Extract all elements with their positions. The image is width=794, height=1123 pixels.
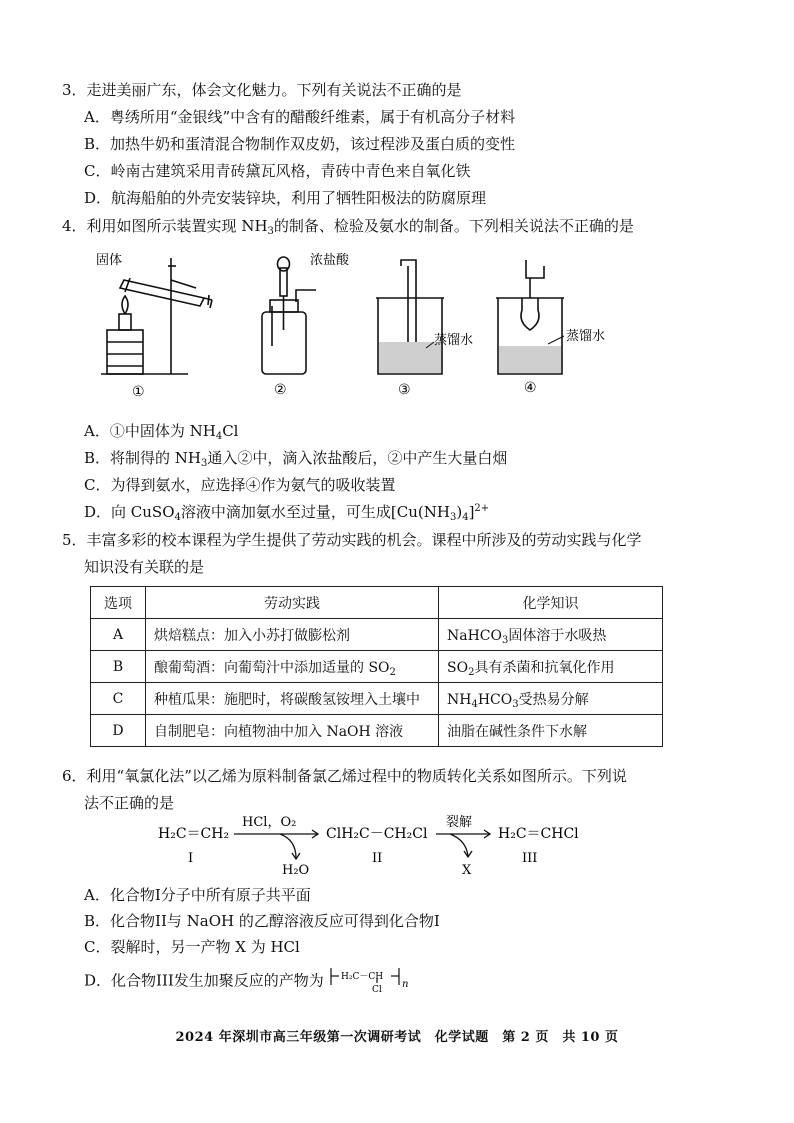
compound-3-label: III (522, 851, 538, 866)
row-knowledge: 油脂在碱性条件下水解 (439, 715, 663, 747)
q4-option-b: B．将制得的 $NH_3$通入②中，滴入浓盐酸后，②中产生大量白烟 (84, 449, 508, 469)
label-water-4: 蒸馏水 (566, 329, 606, 344)
label-num-3: ③ (398, 382, 411, 398)
table-row (91, 619, 663, 651)
row-knowledge: $NH_4HCO_3$受热易分解 (439, 683, 663, 715)
reagent-1: HCl，O₂ (242, 815, 297, 830)
compound-3: H₂C＝CHCl (498, 826, 579, 842)
label-num-1: ① (132, 384, 145, 400)
compound-1-label: I (188, 851, 194, 866)
reagent-2: 裂解 (446, 815, 473, 830)
table-row (91, 683, 663, 715)
polymer-formula (329, 965, 413, 998)
label-acid: 浓盐酸 (310, 253, 350, 268)
header-option: 选项 (91, 587, 146, 619)
row-practice: 酿葡萄酒：向葡萄汁中添加适量的 $SO_2$ (146, 651, 439, 683)
row-option: C (91, 683, 146, 715)
header-practice: 劳动实践 (146, 587, 439, 619)
row-practice: 烘焙糕点：加入小苏打做膨松剂 (146, 619, 439, 651)
label-solid: 固体 (96, 253, 123, 268)
q3-option-c: C．岭南古建筑采用青砖黛瓦风格，青砖中青色来自氧化铁 (84, 162, 471, 180)
byproduct-2: X (462, 863, 472, 878)
q4-option-c: C．为得到氨水，应选择④作为氨气的吸收装置 (84, 476, 396, 494)
row-option: A (91, 619, 146, 651)
q6-option-a: A．化合物I分子中所有原子共平面 (84, 886, 311, 904)
q6-option-b: B．化合物II与 NaOH 的乙醇溶液反应可得到化合物I (84, 912, 440, 930)
page-footer: 2024 年深圳市高三年级第一次调研考试 化学试题 第 2 页 共 10 页 (175, 1030, 619, 1045)
table-header-row (91, 587, 663, 619)
byproduct-1: H₂O (282, 863, 310, 878)
header-knowledge: 化学知识 (439, 587, 663, 619)
q3-option-b: B．加热牛奶和蛋清混合物制作双皮奶，该过程涉及蛋白质的变性 (84, 135, 516, 153)
row-practice: 自制肥皂：向植物油中加入 NaOH 溶液 (146, 715, 439, 747)
row-knowledge: $SO_2$具有杀菌和抗氧化作用 (439, 651, 663, 683)
table-row (91, 715, 663, 747)
q3-option-a: A．粤绣所用“金银线”中含有的醋酸纤维素，属于有机高分子材料 (84, 108, 516, 126)
compound-1: H₂C＝CH₂ (158, 826, 230, 842)
q6-stem-line2: 法不正确的是 (84, 794, 175, 812)
row-option: D (91, 715, 146, 747)
q5-stem-line1: 5．丰富多彩的校本课程为学生提供了劳动实践的机会。课程中所涉及的劳动实践与化学 (62, 531, 642, 549)
row-practice: 种植瓜果：施肥时，将碳酸氢铵埋入土壤中 (146, 683, 439, 715)
compound-2-label: II (372, 851, 383, 866)
table-row (91, 651, 663, 683)
q6-stem-line1: 6．利用“氧氯化法”以乙烯为原料制备氯乙烯过程中的物质转化关系如图所示。下列说 (62, 767, 627, 785)
reaction-scheme (150, 810, 590, 882)
label-num-2: ② (274, 382, 287, 398)
q4-stem: 4．利用如图所示装置实现 $NH_3$的制备、检验及氨水的制备。下列相关说法不正确的是 (62, 217, 634, 237)
q4-option-d: D．向 CuSO$_4$溶液中滴加氨水至过量，可生成$[Cu(NH_3)_4]^{2+}$ (84, 503, 490, 523)
q3-option-d: D．航海船舶的外壳安装锌块，利用了牺牲阳极法的防腐原理 (84, 189, 487, 207)
q3-stem: 3．走进美丽广东，体会文化魅力。下列有关说法不正确的是 (62, 81, 462, 99)
q6-option-c: C．裂解时，另一产物 X 为 HCl (84, 938, 300, 956)
row-option: B (91, 651, 146, 683)
label-num-4: ④ (524, 380, 537, 396)
polymer-main: H₂C－CH (340, 972, 383, 982)
polymer-sub: Cl (371, 985, 382, 993)
label-water-3: 蒸馏水 (434, 333, 474, 348)
q6-option-d: D．化合物III发生加聚反应的产物为 H₂C－CH Cl n (84, 965, 413, 998)
polymer-n: n (401, 979, 409, 990)
q5-table (90, 586, 663, 747)
compound-2: ClH₂C－CH₂Cl (326, 826, 428, 842)
apparatus-figure (96, 250, 616, 404)
q5-stem-line2: 知识没有关联的是 (84, 558, 205, 576)
q4-option-a: A．①中固体为 $NH_4Cl$ (84, 422, 239, 442)
row-knowledge: NaHCO$_3$固体溶于水吸热 (439, 619, 663, 651)
